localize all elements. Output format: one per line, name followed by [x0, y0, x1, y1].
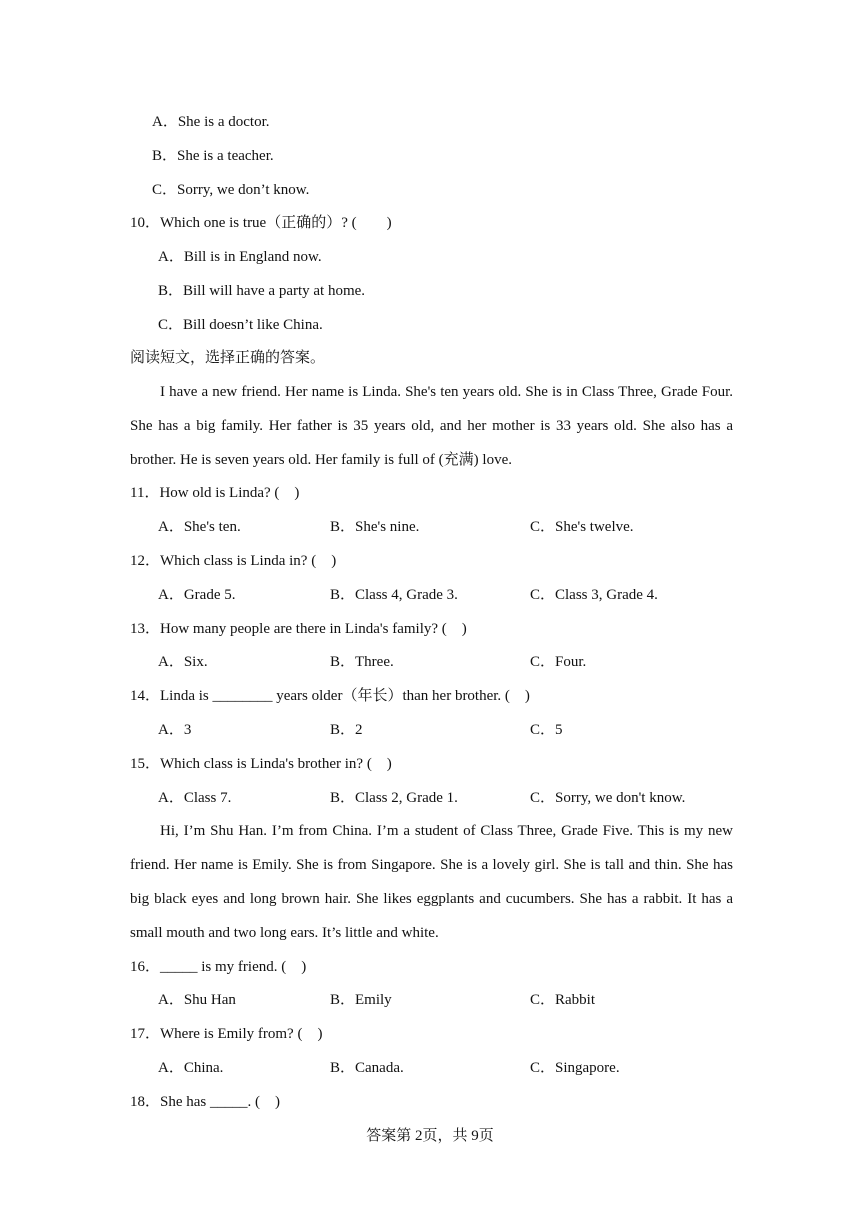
q11-option-c: C．She's twelve.	[530, 519, 634, 535]
q10-option-b: B．Bill will have a party at home.	[158, 283, 366, 299]
q15-option-c: C．Sorry, we don't know.	[530, 790, 686, 806]
q9-option-a: A．She is a doctor.	[152, 114, 270, 130]
q17-option-a: A．China.	[158, 1060, 224, 1076]
q17-option-c: C．Singapore.	[530, 1060, 620, 1076]
q14-question: 14．Linda is ________ years older（年长）than her brother. ( )	[130, 688, 530, 704]
passage1-line-3: brother. He is seven years old. Her family is full of (充满) love.	[130, 452, 512, 468]
q18-question: 18．She has _____. ( )	[130, 1094, 280, 1110]
q14-option-c: C．5	[530, 722, 563, 738]
passage2-line-4: small mouth and two long ears. It’s little and white.	[130, 925, 439, 941]
passage2-line-1: Hi, I’m Shu Han. I’m from China. I’m a student of Class Three, Grade Five. This is my new	[160, 823, 733, 839]
q12-option-c: C．Class 3, Grade 4.	[530, 587, 658, 603]
q15-option-b: B．Class 2, Grade 1.	[330, 790, 458, 806]
q13-question: 13．How many people are there in Linda's family? ( )	[130, 621, 467, 637]
q12-option-b: B．Class 4, Grade 3.	[330, 587, 458, 603]
q16-option-c: C．Rabbit	[530, 992, 596, 1008]
section-heading: 阅读短文，选择正确的答案。	[130, 350, 326, 366]
q14-option-b: B．2	[330, 722, 363, 738]
q11-option-b: B．She's nine.	[330, 519, 420, 535]
q12-option-a: A．Grade 5.	[158, 587, 236, 603]
q11-option-a: A．She's ten.	[158, 519, 241, 535]
q9-option-c: C．Sorry, we don’t know.	[152, 182, 310, 198]
passage2-line-2: friend. Her name is Emily. She is from Singapore. She is a lovely girl. She is tall and thin. She has	[130, 857, 733, 873]
q16-option-b: B．Emily	[330, 992, 392, 1008]
passage2-line-3: big black eyes and long brown hair. She likes eggplants and cucumbers. She has a rabbit. It has a	[130, 891, 733, 907]
q15-question: 15．Which class is Linda's brother in? ( )	[130, 756, 392, 772]
q17-question: 17．Where is Emily from? ( )	[130, 1026, 323, 1042]
passage1-line-1: I have a new friend. Her name is Linda. She's ten years old. She is in Class Three, Grade Four.	[160, 384, 733, 400]
q13-option-c: C．Four.	[530, 654, 587, 670]
q10-option-c: C．Bill doesn’t like China.	[158, 317, 323, 333]
q16-option-a: A．Shu Han	[158, 992, 236, 1008]
q12-question: 12．Which class is Linda in? ( )	[130, 553, 337, 569]
q16-question: 16．_____ is my friend. ( )	[130, 959, 307, 975]
q13-option-a: A．Six.	[158, 654, 208, 670]
q13-option-b: B．Three.	[330, 654, 394, 670]
page-footer: 答案第 2页，共 9页	[366, 1128, 494, 1144]
q14-option-a: A．3	[158, 722, 192, 738]
q10-question: 10．Which one is true（正确的）? ( )	[130, 215, 392, 231]
q15-option-a: A．Class 7.	[158, 790, 232, 806]
q17-option-b: B．Canada.	[330, 1060, 404, 1076]
q11-question: 11．How old is Linda? ( )	[130, 485, 300, 501]
q10-option-a: A．Bill is in England now.	[158, 249, 322, 265]
q9-option-b: B．She is a teacher.	[152, 148, 274, 164]
passage1-line-2: She has a big family. Her father is 35 years old, and her mother is 33 years old. She also has a	[130, 418, 733, 434]
